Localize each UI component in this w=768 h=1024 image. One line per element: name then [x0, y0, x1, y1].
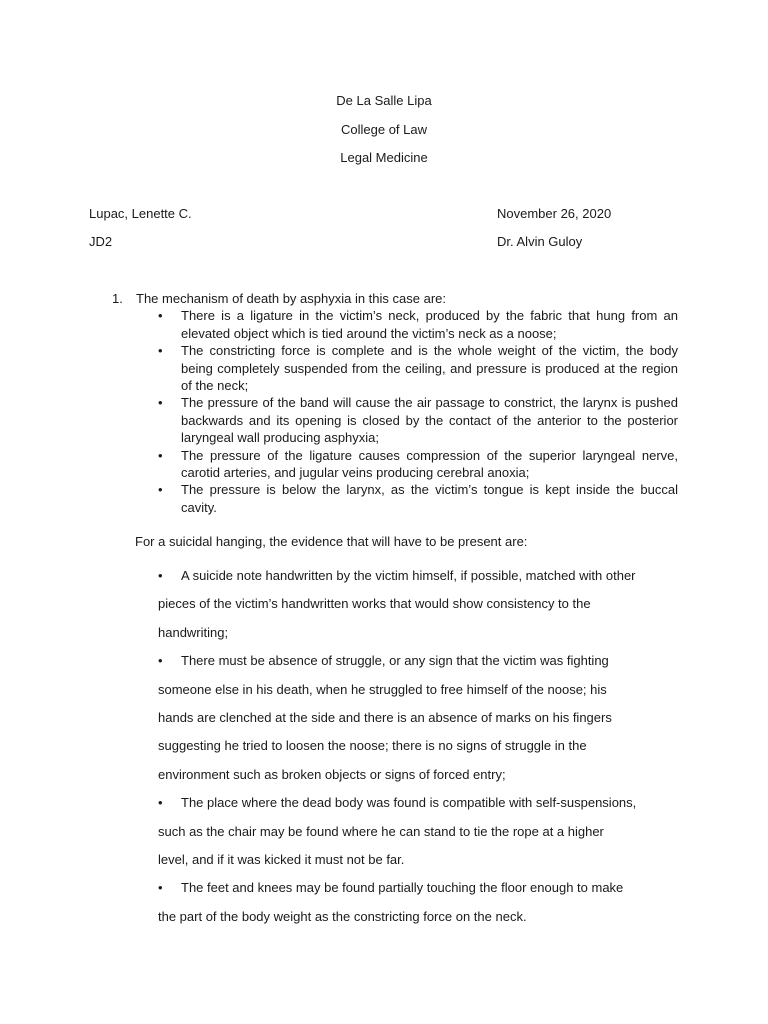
bullet-icon: •	[158, 447, 163, 463]
list-item-text: The constricting force is complete and is the whole weight of the victim, the body being completely suspended from the ceiling, and pressure is produced at the region of the neck;	[181, 343, 678, 394]
document-date: November 26, 2020	[497, 206, 612, 221]
mechanism-list	[112, 307, 678, 516]
list-item	[158, 307, 678, 342]
student-name: Lupac, Lenette C.	[89, 206, 192, 221]
bullet-icon: •	[158, 880, 163, 896]
bullet-icon: •	[158, 653, 163, 669]
question-1-section	[112, 290, 678, 516]
list-item	[158, 342, 678, 394]
list-item-line: level, and if it was kicked it must not be far.	[158, 852, 405, 868]
year-level: JD2	[89, 234, 113, 249]
list-item-text: The pressure is below the larynx, as the victim’s tongue is kept inside the buccal cavity.	[181, 482, 678, 515]
list-item	[158, 789, 678, 874]
bullet-icon: •	[158, 395, 163, 411]
list-item-line: • The feet and knees may be found partially touching the floor enough to make	[158, 874, 678, 902]
list-item	[158, 394, 678, 446]
bullet-icon: •	[158, 568, 163, 583]
list-item	[158, 874, 678, 931]
list-item-line: hands are clenched at the side and there is an absence of marks on his fingers	[158, 710, 612, 726]
list-item	[158, 647, 678, 789]
list-item-line: • There must be absence of struggle, or any sign that the victim was fighting	[158, 647, 678, 675]
list-item-line: • A suicide note handwritten by the victim himself, if possible, matched with other	[158, 562, 678, 590]
list-item	[158, 562, 678, 647]
list-item-line: • The place where the dead body was found is compatible with self-suspensions,	[158, 789, 678, 817]
list-item-text: The pressure of the ligature causes compression of the superior laryngeal nerve, carotid arteries, and jugular veins producing cerebral anoxia;	[181, 447, 678, 481]
list-item-line: such as the chair may be found where he can stand to tie the rope at a higher	[158, 823, 604, 839]
list-item-line: handwriting;	[158, 624, 229, 640]
question-2-lead: For a suicidal hanging, the evidence that will have to be present are:	[135, 534, 528, 549]
instructor-name: Dr. Alvin Guloy	[497, 234, 583, 249]
list-item-line: pieces of the victim’s handwritten works that would show consistency to the	[158, 596, 591, 612]
list-item	[158, 481, 678, 516]
college-name: College of Law	[341, 122, 427, 137]
bullet-icon: •	[158, 795, 163, 811]
question-number: 1.	[112, 291, 123, 306]
bullet-icon: •	[158, 343, 163, 359]
evidence-list	[158, 562, 678, 931]
question-1-text: The mechanism of death by asphyxia in this case are:	[136, 291, 446, 306]
school-name: De La Salle Lipa	[336, 93, 432, 108]
list-item	[158, 447, 678, 482]
course-name: Legal Medicine	[340, 150, 428, 165]
bullet-icon: •	[158, 482, 163, 498]
list-item-line: the part of the body weight as the constricting force on the neck.	[158, 908, 527, 924]
list-item-text: There is a ligature in the victim’s neck, produced by the fabric that hung from an elevated object which is tied around the victim’s neck as a noose;	[181, 308, 678, 341]
list-item-line: suggesting he tried to loosen the noose; there is no signs of struggle in the	[158, 738, 587, 754]
list-item-text: The pressure of the band will cause the air passage to constrict, the larynx is pushed backwards and its opening is closed by the contact of the anterior to the posterior laryngeal wall producing asphyxia;	[181, 395, 678, 446]
bullet-icon: •	[158, 308, 163, 324]
list-item-line: environment such as broken objects or signs of forced entry;	[158, 766, 506, 782]
list-item-line: someone else in his death, when he struggled to free himself of the noose; his	[158, 681, 607, 697]
question-1-lead	[112, 290, 678, 307]
